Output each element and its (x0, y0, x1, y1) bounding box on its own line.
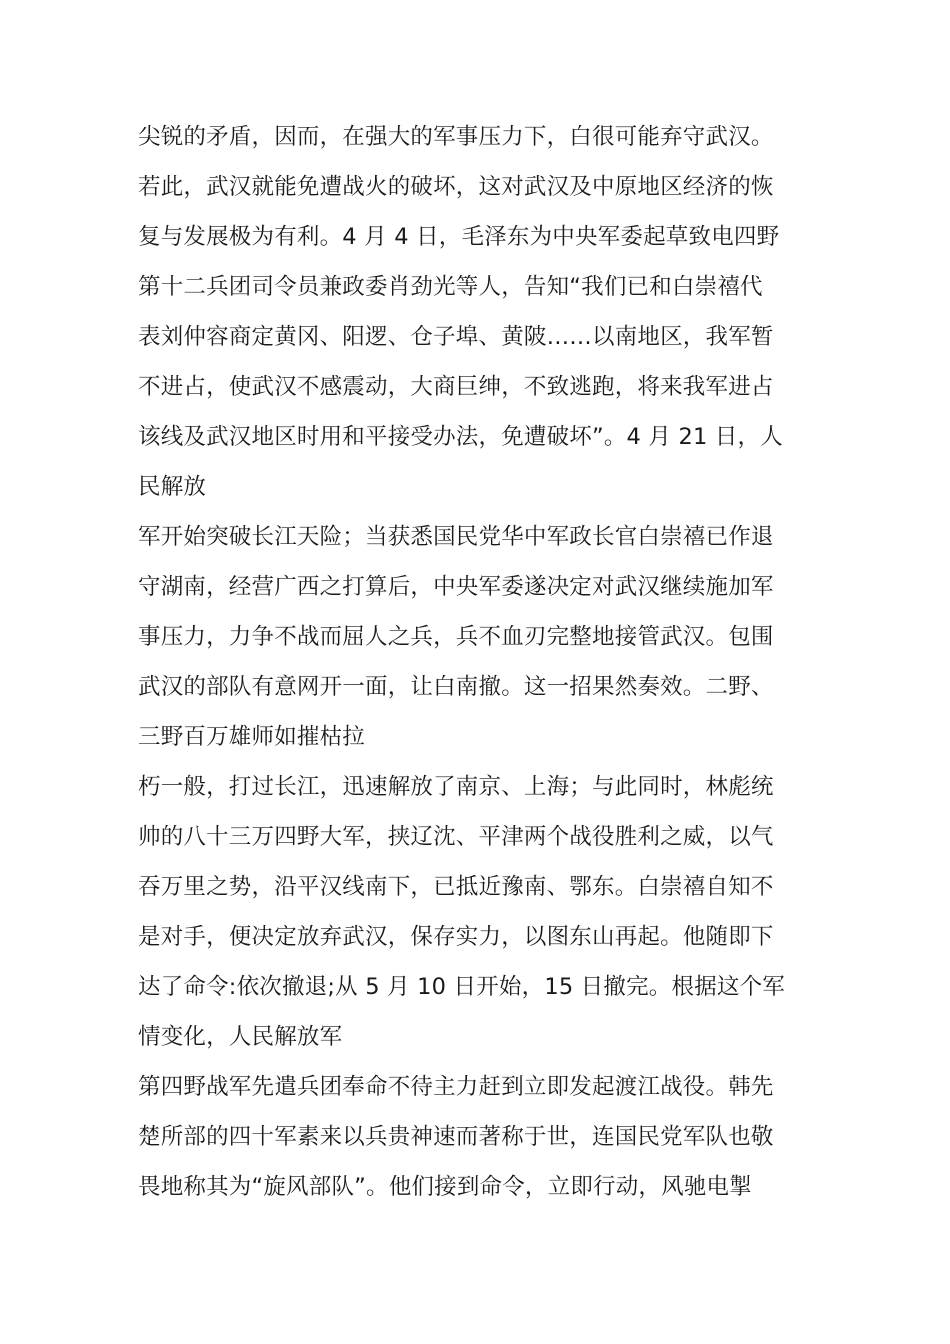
text-line: 守湖南，经营广西之打算后，中央军委遂决定对武汉继续施加军 (138, 574, 774, 600)
text-line: 若此，武汉就能免遭战火的破坏，这对武汉及中原地区经济的恢 (138, 174, 774, 200)
text-line: 不进占，使武汉不感震动，大商巨绅，不致逃跑，将来我军进占 (138, 374, 774, 400)
text-line: 民解放 (138, 474, 207, 500)
body-text (138, 112, 818, 1212)
text-line: 复与发展极为有利。4 月 4 日，毛泽东为中央军委起草致电四野 (138, 224, 780, 250)
text-line: 吞万里之势，沿平汉线南下，已抵近豫南、鄂东。白崇禧自知不 (138, 874, 774, 900)
text-line: 第十二兵团司令员兼政委肖劲光等人，告知“我们已和白崇禧代 (138, 274, 763, 300)
text-line: 达了命令:依次撤退;从 5 月 10 日开始，15 日撤完。根据这个军 (138, 974, 785, 1000)
text-line: 第四野战军先遣兵团奉命不待主力赶到立即发起渡江战役。韩先 (138, 1074, 774, 1100)
text-line: 是对手，便决定放弃武汉，保存实力，以图东山再起。他随即下 (138, 924, 774, 950)
text-line: 武汉的部队有意网开一面，让白南撤。这一招果然奏效。二野、 (138, 674, 774, 700)
text-line: 楚所部的四十军素来以兵贵神速而著称于世，连国民党军队也敬 (138, 1124, 774, 1150)
text-line: 表刘仲容商定黄冈、阳逻、仓子埠、黄陂……以南地区，我军暂 (138, 324, 774, 350)
text-line: 帅的八十三万四野大军，挟辽沈、平津两个战役胜利之威，以气 (138, 824, 774, 850)
text-line: 朽一般，打过长江，迅速解放了南京、上海；与此同时，林彪统 (138, 774, 774, 800)
text-line: 情变化，人民解放军 (138, 1024, 343, 1050)
text-line: 该线及武汉地区时用和平接受办法，免遭破坏”。4 月 21 日，人 (138, 424, 783, 450)
text-line: 畏地称其为“旋风部队”。他们接到命令，立即行动，风驰电掣 (138, 1174, 752, 1200)
text-line: 尖锐的矛盾，因而，在强大的军事压力下，白很可能弃守武汉。 (138, 124, 774, 150)
text-line: 军开始突破长江天险；当获悉国民党华中军政长官白崇禧已作退 (138, 524, 774, 550)
text-line: 三野百万雄师如摧枯拉 (138, 724, 366, 750)
text-line: 事压力，力争不战而屈人之兵，兵不血刃完整地接管武汉。包围 (138, 624, 774, 650)
